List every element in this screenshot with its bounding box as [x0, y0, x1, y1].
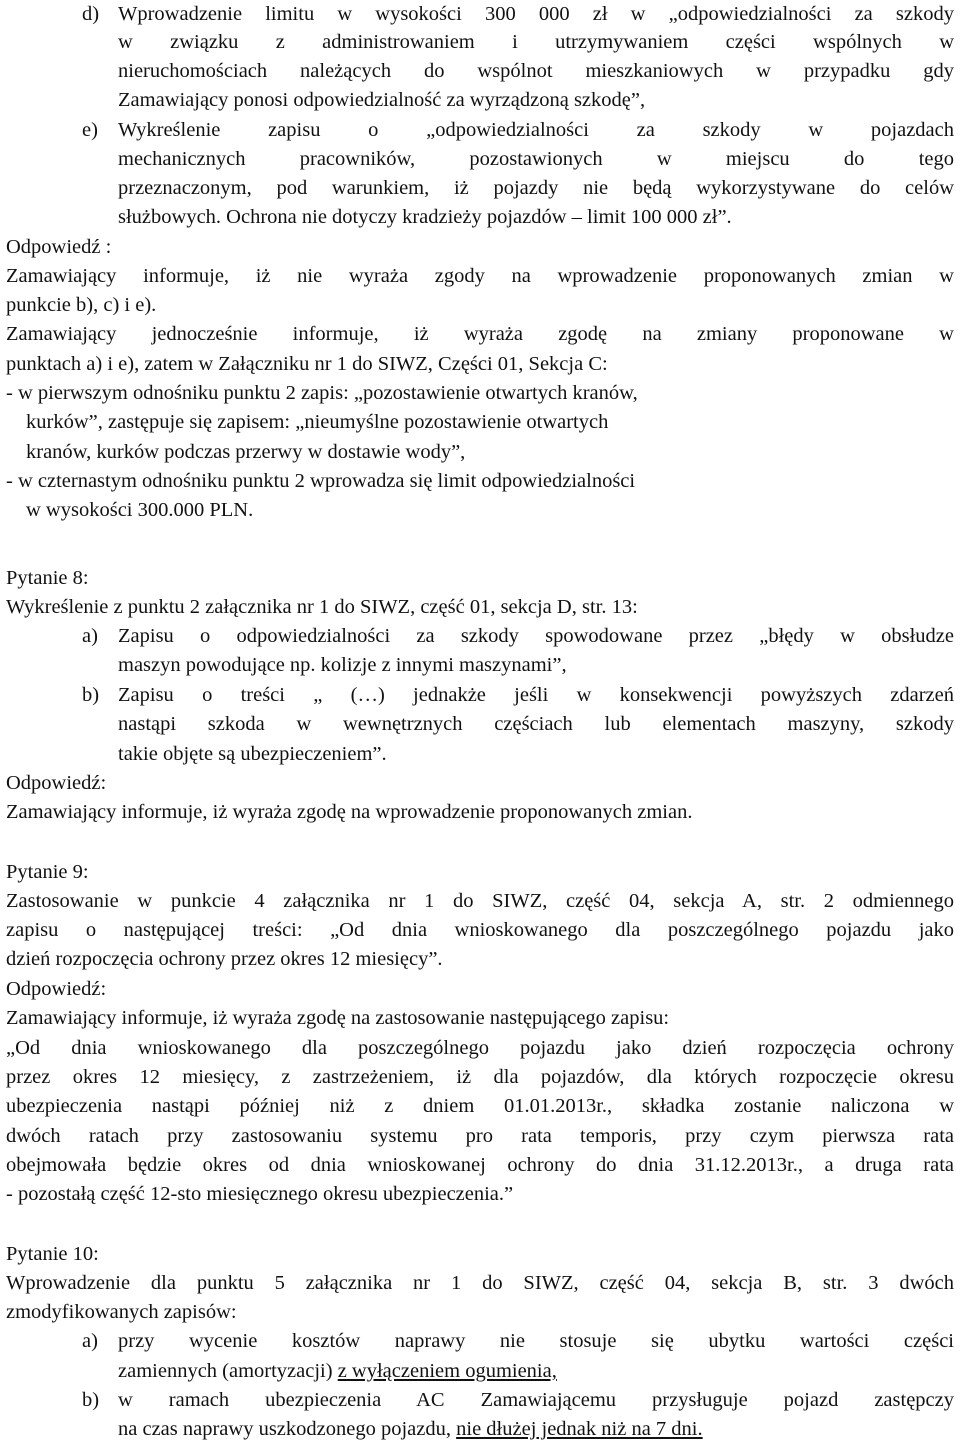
question-10-b-line-1: w ramach ubezpieczenia AC Zamawiającemu przysługuje pojazd zastępczy [118, 1389, 954, 1411]
list-label-a: a) [82, 1330, 98, 1352]
question-8-a-line-1: Zapisu o odpowiedzialności za szkody spowodowane przez „błędy w obsłudze [118, 625, 954, 647]
question-9-line: zapisu o następującej treści: „Od dnia wnioskowanego dla poszczególnego pojazdu jako [6, 919, 954, 941]
question-8-a-line-2: maszyn powodujące np. kolizje z innymi maszynami”, [118, 654, 567, 676]
question-10-a-underlined: z wyłączeniem ogumienia, [337, 1360, 557, 1382]
question-10-a-line-1: przy wycenie kosztów naprawy nie stosuje się ubytku wartości części [118, 1330, 954, 1352]
question-10-line: zmodyfikowanych zapisów: [6, 1301, 237, 1323]
question-9-answer-line: - pozostałą część 12-sto miesięcznego okresu ubezpieczenia.” [6, 1183, 514, 1205]
question-8-intro: Wykreślenie z punktu 2 załącznika nr 1 do SIWZ, część 01, sekcja D, str. 13: [6, 596, 638, 618]
question-9-answer-line: „Od dnia wnioskowanego dla poszczególnego pojazdu jako dzień rozpoczęcia ochrony [6, 1037, 954, 1059]
question-9-answer-heading: Odpowiedź: [6, 978, 107, 1000]
section-e-line-2: mechanicznych pracowników, pozostawionych w miejscu do tego [118, 148, 954, 170]
question-10-b-line-2 [118, 1415, 954, 1444]
question-10-line: Wprowadzenie dla punktu 5 załącznika nr 1 do SIWZ, część 04, sekcja B, str. 3 dwóch [6, 1272, 954, 1294]
question-8-b-line-1: Zapisu o treści „ (…) jednakże jeśli w konsekwencji powyższych zdarzeń [118, 684, 954, 706]
question-8-answer: Zamawiający informuje, iż wyraża zgodę na wprowadzenie proponowanych zmian. [6, 801, 693, 823]
list-label-e: e) [82, 119, 98, 141]
question-9-answer-line: Zamawiający informuje, iż wyraża zgodę na zastosowanie następującego zapisu: [6, 1007, 670, 1029]
section-e-line-3: przeznaczonym, pod warunkiem, iż pojazdy nie będą wykorzystywane do celów [118, 177, 954, 199]
section-e-line-4: służbowych. Ochrona nie dotyczy kradzieży pojazdów – limit 100 000 zł”. [118, 206, 732, 228]
answer-line: punktach a) i e), zatem w Załączniku nr 1 do SIWZ, Części 01, Sekcja C: [6, 353, 608, 375]
answer-line: Zamawiający informuje, iż nie wyraża zgody na wprowadzenie proponowanych zmian w [6, 265, 954, 287]
answer-line: punkcie b), c) i e). [6, 294, 157, 316]
section-d-line-3: nieruchomościach należących do wspólnot mieszkaniowych w przypadku gdy [118, 60, 954, 82]
answer-line: - w czternastym odnośniku punktu 2 wprowadza się limit odpowiedzialności [6, 470, 636, 492]
question-10-a-line-2 [118, 1357, 954, 1386]
question-9-line: dzień rozpoczęcia ochrony przez okres 12 miesięcy”. [6, 948, 443, 970]
answer-line: kurków”, zastępuje się zapisem: „nieumyślne pozostawienie otwartych [26, 411, 609, 433]
section-d-line-1: Wprowadzenie limitu w wysokości 300 000 zł w „odpowiedzialności za szkody [118, 3, 954, 25]
question-8-b-line-3: takie objęte są ubezpieczeniem”. [118, 743, 387, 765]
list-label-d: d) [82, 3, 100, 25]
question-10-heading: Pytanie 10: [6, 1243, 99, 1265]
question-10-a-text: zamiennych (amortyzacji) [118, 1360, 338, 1382]
list-label-b: b) [82, 684, 100, 706]
question-9-line: Zastosowanie w punkcie 4 załącznika nr 1 do SIWZ, część 04, sekcja A, str. 2 odmiennego [6, 890, 954, 912]
list-label-b: b) [82, 1389, 100, 1411]
question-9-answer-line: przez okres 12 miesięcy, z zastrzeżeniem, iż dla pojazdów, dla których rozpoczęcie okresu [6, 1066, 954, 1088]
answer-line: - w pierwszym odnośniku punktu 2 zapis: „pozostawienie otwartych kranów, [6, 382, 638, 404]
question-10-b-text: na czas naprawy uszkodzonego pojazdu, [118, 1418, 457, 1440]
answer-line: kranów, kurków podczas przerwy w dostawie wody”, [26, 441, 466, 463]
question-8-heading: Pytanie 8: [6, 567, 89, 589]
answer-heading: Odpowiedź : [6, 236, 112, 258]
section-d-line-2: w związku z administrowaniem i utrzymywaniem części wspólnych w [118, 31, 954, 53]
question-8-answer-heading: Odpowiedź: [6, 772, 107, 794]
question-9-answer-line: ubezpieczenia nastąpi później niż z dniem 01.01.2013r., składka zostanie naliczona w [6, 1095, 954, 1117]
question-9-answer-line: obejmowała będzie okres od dnia wnioskowanej ochrony do dnia 31.12.2013r., a druga rata [6, 1154, 954, 1176]
question-8-b-line-2: nastąpi szkoda w wewnętrznych częściach lub elementach maszyny, szkody [118, 713, 954, 735]
question-10-b-underlined: nie dłużej jednak niż na 7 dni. [456, 1418, 703, 1440]
answer-line: Zamawiający jednocześnie informuje, iż wyraża zgodę na zmiany proponowane w [6, 323, 954, 345]
list-label-a: a) [82, 625, 98, 647]
section-e-line-1: Wykreślenie zapisu o „odpowiedzialności za szkody w pojazdach [118, 119, 954, 141]
question-9-heading: Pytanie 9: [6, 861, 89, 883]
section-d-line-4: Zamawiający ponosi odpowiedzialność za wyrządzoną szkodę”, [118, 89, 646, 111]
question-9-answer-line: dwóch ratach przy zastosowaniu systemu pro rata temporis, przy czym pierwsza rata [6, 1125, 954, 1147]
answer-line: w wysokości 300.000 PLN. [26, 499, 254, 521]
